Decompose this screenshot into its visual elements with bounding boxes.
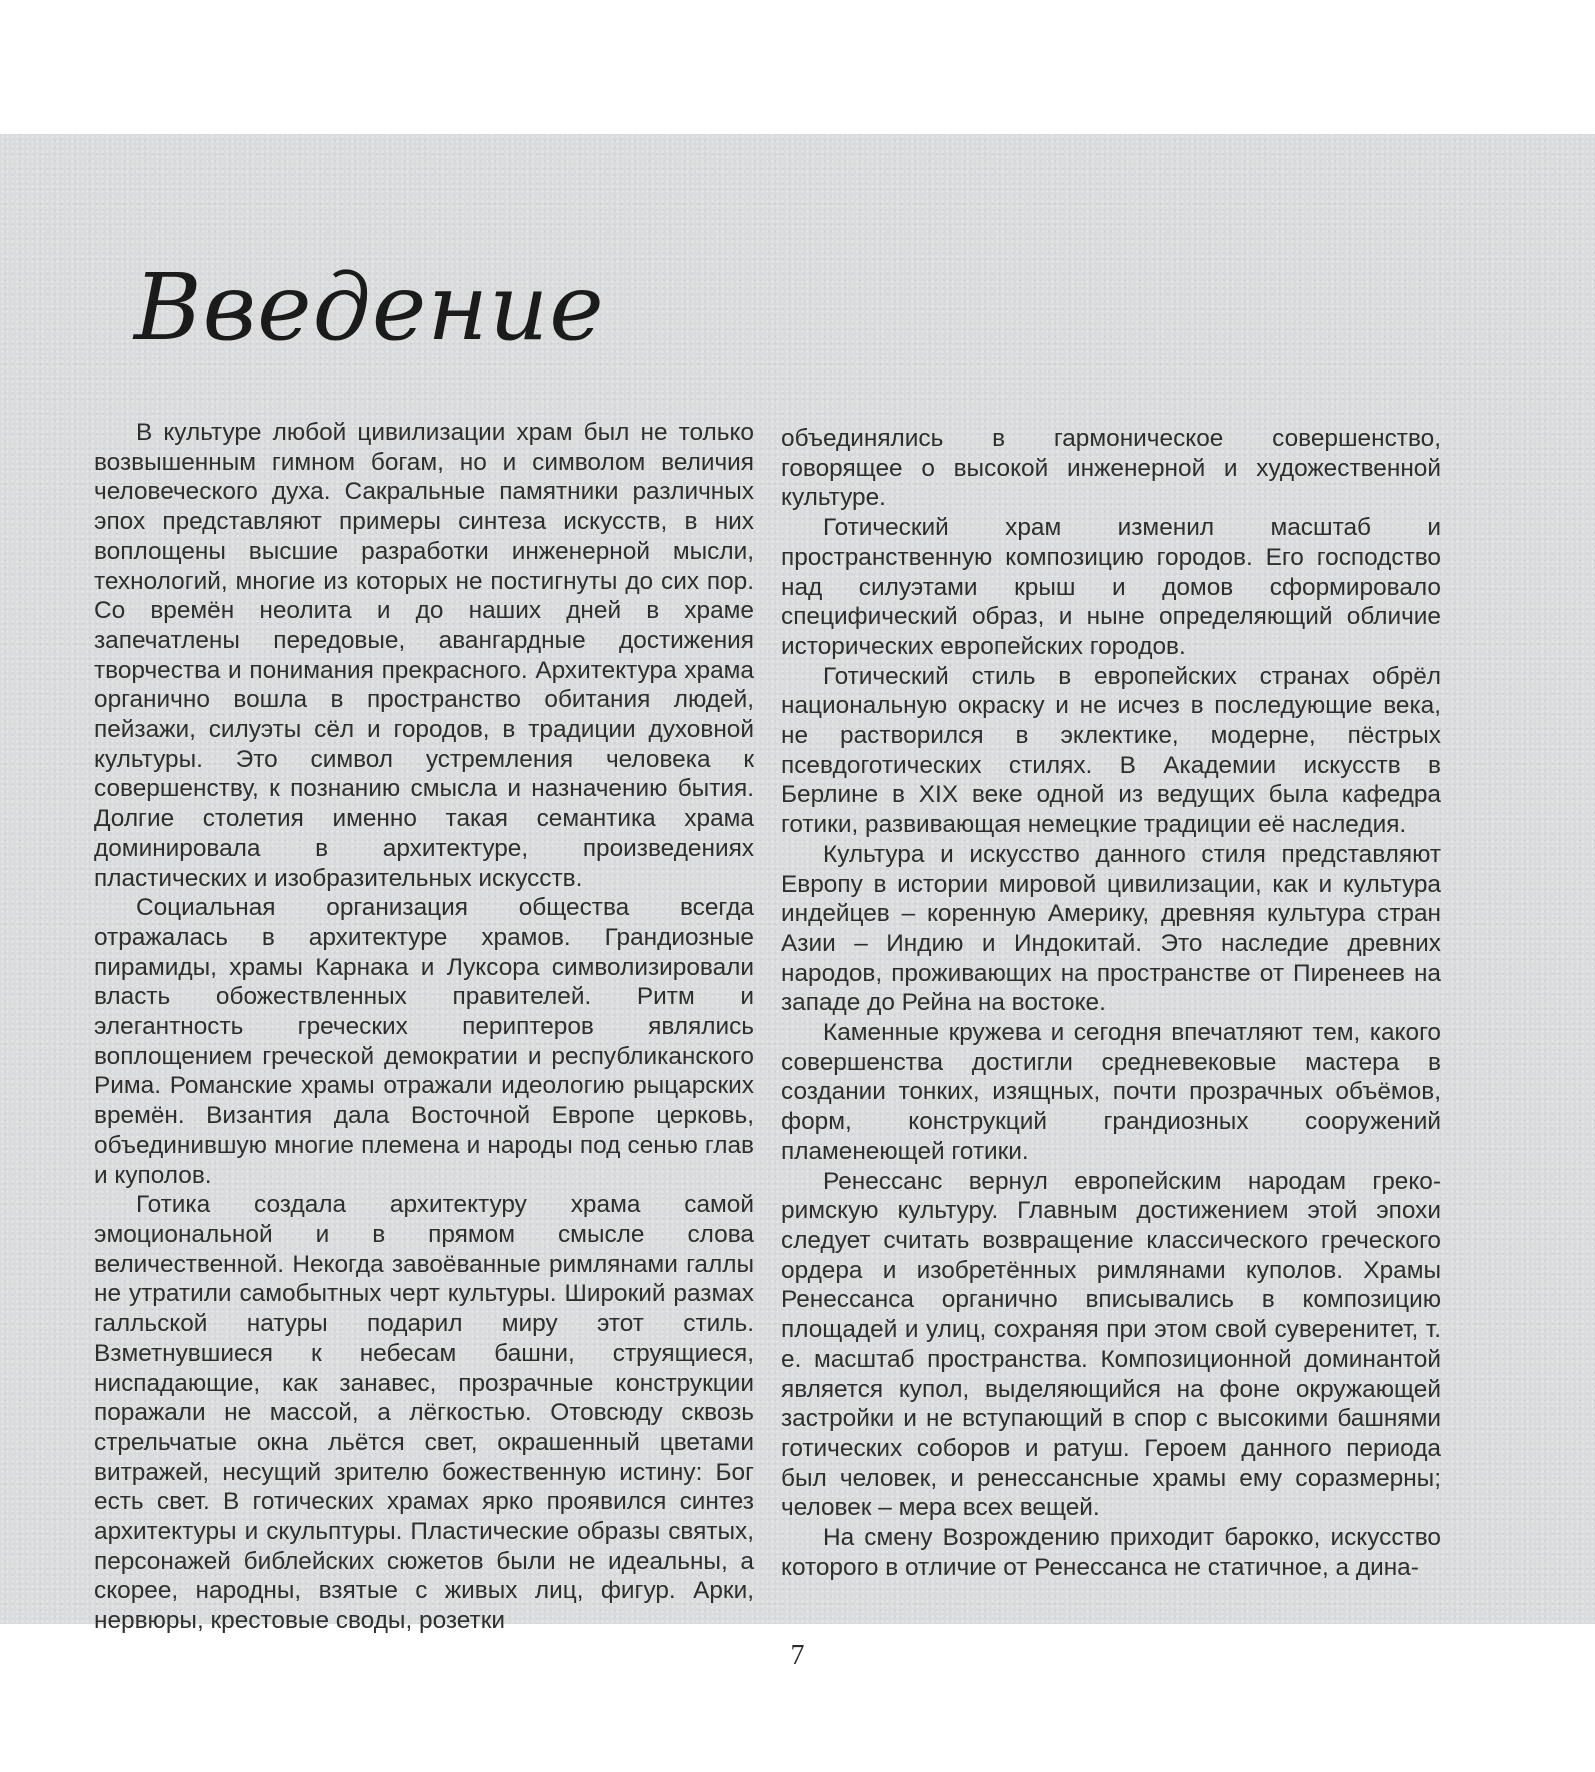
paragraph: Готика создала архитектуру храма самой эмоциональной и в прямом смысле слова величественной. Некогда завоёванные римлянами галлы не утратили самобытных черт культуры. Широкий размах галльской натуры подарил миру этот стиль. Взметнувшиеся к небесам башни, струящиеся, ниспадающие, как занавес, прозрачные конструкции поражали не массой, а лёгкостью. Отовсюду сквозь стрельчатые окна льётся свет, окрашенный цветами витражей, несущий зрителю божественную истину: Бог есть свет. В готических храмах ярко проявился синтез архитектуры и скульптуры. Пластические образы святых, персонажей библейских сюжетов были не идеальны, а скорее, народны, взятые с живых лиц, фигур. Арки, нервюры, крестовые своды, розетки: [94, 1191, 754, 1635]
paragraph: Культура и искусство данного стиля представляют Европу в истории мировой цивилизации, как и культура индейцев – коренную Америку, древняя культура стран Азии – Индию и Индокитай. Это наследие древних народов, проживающих на пространстве от Пиренеев на западе до Рейна на востоке.: [781, 840, 1441, 1017]
paragraph: На смену Возрождению приходит барокко, искусство которого в отличие от Ренессанса не статичное, а дина-: [781, 1524, 1441, 1581]
paragraph: Готический храм изменил масштаб и пространственную композицию городов. Его господство над силуэтами крыш и домов сформировало специфический образ, и ныне определяющий обличие исторических европейских городов.: [781, 514, 1441, 660]
paragraph-continuation: объединялись в гармоническое совершенство, говорящее о высокой инженерной и художественной культуре.: [781, 425, 1441, 512]
paragraph: Готический стиль в европейских странах обрёл национальную окраску и не исчез в последующие века, не растворился в эклектике, модерне, пёстрых псевдоготических стилях. В Академии искусств в Берлине в XIX веке одной из ведущих была кафедра готики, развивающая немецкие традиции её наследия.: [781, 662, 1441, 839]
page-title: Введение: [134, 254, 605, 361]
paragraph: Ренессанс вернул европейским народам греко-римскую культуру. Главным достижением этой эпохи следует считать возвращение классического греческого ордера и изобретённых римлянами куполов. Храмы Ренессанса органично вписывались в композицию площадей и улиц, сохраняя при этом свой суверенитет, т. е. масштаб пространства. Композиционной доминантой является купол, выделяющийся на фоне окружающей застройки и не вступающий в спор с высокими башнями готических соборов и ратуш. Героем данного периода был человек, и ренессансные храмы ему соразмерны; человек – мера всех вещей.: [781, 1167, 1441, 1522]
paragraph: В культуре любой цивилизации храм был не только возвышенным гимном богам, но и символом величия человеческого духа. Сакральные памятники различных эпох представляют примеры синтеза искусств, в них воплощены высшие разработки инженерной мысли, технологий, многие из которых не постигнуты до сих пор. Со времён неолита и до наших дней в храме запечатлены передовые, авангардные достижения творчества и понимания прекрасного. Архитектура храма органично вошла в пространство обитания людей, пейзажи, силуэты сёл и городов, в традиции духовной культуры. Это символ устремления человека к совершенству, к познанию смысла и назначению бытия. Долгие столетия именно такая семантика храма доминировала в архитектуре, произведениях пластических и изобразительных искусств.: [94, 419, 754, 892]
paragraph: Каменные кружева и сегодня впечатляют тем, какого совершенства достигли средневековые мастера в создании тонких, изящных, почти прозрачных объёмов, форм, конструкций грандиозных сооружений пламенеющей готики.: [781, 1019, 1441, 1165]
text-column-right: [781, 424, 1441, 1582]
text-column-left: [94, 418, 754, 1636]
paragraph: Социальная организация общества всегда отражалась в архитектуре храмов. Грандиозные пирамиды, храмы Карнака и Луксора символизировали власть обожествленных правителей. Ритм и элегантность греческих периптеров являлись воплощением греческой демократии и республиканского Рима. Романские храмы отражали идеологию рыцарских времён. Византия дала Восточной Европе церковь, объединившую многие племена и народы под сенью глав и куполов.: [94, 894, 754, 1189]
page-number: 7: [790, 1640, 805, 1671]
